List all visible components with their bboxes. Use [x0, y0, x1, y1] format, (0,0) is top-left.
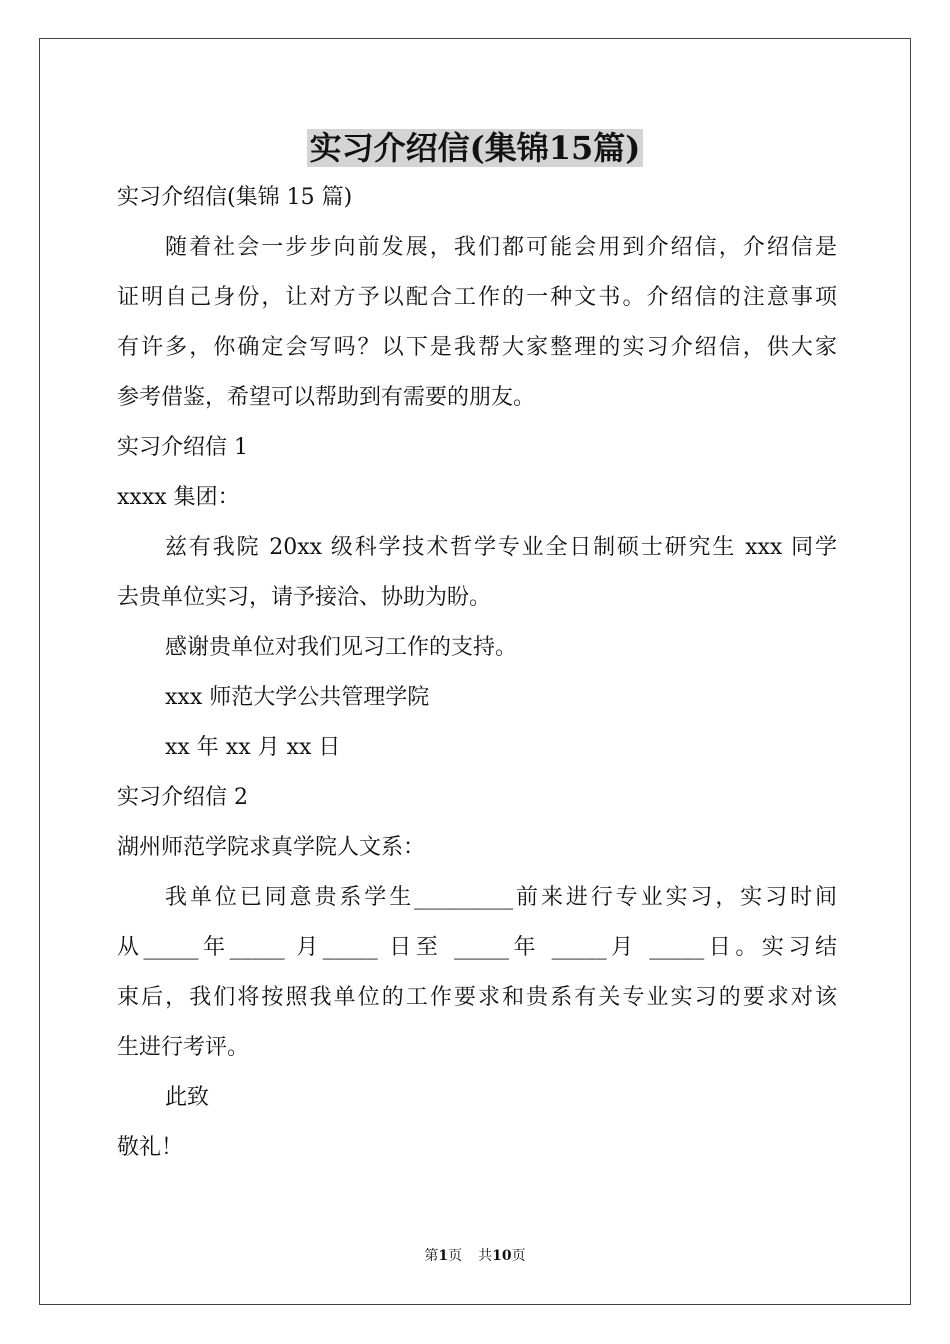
letter-2-body-line: 生进行考评。 [117, 1035, 250, 1060]
intro-paragraph-line: 有许多，你确定会写吗？以下是我帮大家整理的实习介绍信，供大家 [117, 335, 837, 360]
letter-1-date: xx 年 xx 月 xx 日 [165, 735, 341, 760]
letter-1-signature: xxx 师范大学公共管理学院 [165, 685, 430, 710]
letter-2-body-line: 束后，我们将按照我单位的工作要求和贵系有关专业实习的要求对该 [117, 985, 837, 1010]
footer-page-prefix: 第 [424, 1248, 439, 1264]
page-footer [0, 1246, 950, 1266]
document-body [117, 176, 837, 1176]
intro-paragraph-line: 证明自己身份，让对方予以配合工作的一种文书。介绍信的注意事项 [117, 285, 837, 310]
letter-1-thanks: 感谢贵单位对我们见习工作的支持。 [165, 635, 518, 660]
letter-2-salutation: 敬礼！ [117, 1135, 184, 1160]
letter-1-body-line: 兹有我院 20xx 级科学技术哲学专业全日制硕士研究生 xxx 同学 [165, 535, 837, 560]
footer-total-prefix: 共 [478, 1248, 493, 1264]
section-heading-letter-1: 实习介绍信 1 [117, 435, 248, 460]
document-title-text: 实习介绍信(集锦15篇) [307, 129, 644, 167]
letter-2-body-line: 我单位已同意贵系学生_________前来进行专业实习，实习时间 [165, 885, 837, 910]
letter-2-closing: 此致 [165, 1085, 210, 1110]
footer-page-total: 10 [492, 1248, 512, 1264]
letter-1-body-line: 去贵单位实习，请予接洽、协助为盼。 [117, 585, 492, 610]
footer-page-suffix: 页 [448, 1248, 463, 1264]
letter-1-recipient: xxxx 集团： [117, 485, 240, 510]
subtitle-line: 实习介绍信(集锦 15 篇) [117, 185, 353, 210]
letter-2-body-line: 从_____年_____ 月_____ 日至 _____年 _____月 _____日。实习结 [117, 935, 837, 960]
section-heading-letter-2: 实习介绍信 2 [117, 785, 248, 810]
intro-paragraph-line: 参考借鉴，希望可以帮助到有需要的朋友。 [117, 385, 536, 410]
footer-total-suffix: 页 [511, 1248, 526, 1264]
intro-paragraph-line: 随着社会一步步向前发展，我们都可能会用到介绍信，介绍信是 [165, 235, 837, 260]
footer-page-current: 1 [438, 1248, 449, 1264]
letter-2-recipient: 湖州师范学院求真学院人文系： [117, 835, 426, 860]
document-title [0, 126, 950, 170]
